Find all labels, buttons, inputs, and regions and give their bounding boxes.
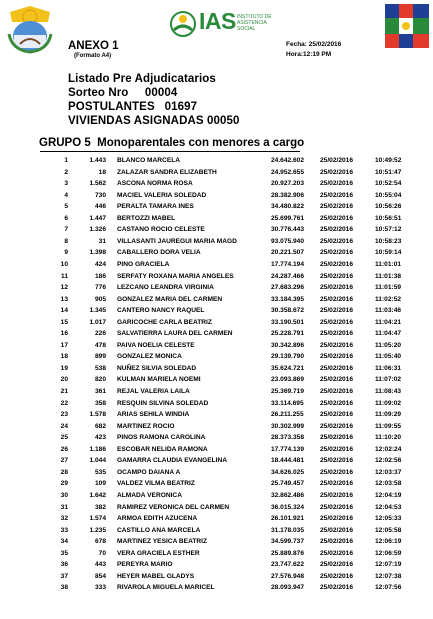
dni-cell: 30.358.672: [271, 307, 305, 315]
name-cell: SALVATIERRA LAURA DEL CARMEN: [117, 330, 233, 338]
dni-cell: 18.444.481: [271, 457, 305, 465]
time-cell: 10:59:14: [375, 249, 402, 257]
sorteo-number-cell: 1.447: [89, 214, 106, 222]
sorteo-number-cell: 1.578: [89, 411, 106, 419]
sorteo-number-cell: 854: [94, 572, 106, 580]
row-index: 37: [60, 572, 68, 580]
dni-cell: 26.101.921: [271, 515, 305, 523]
dni-cell: 27.576.948: [271, 572, 305, 580]
name-cell: GONZALEZ MARIA DEL CARMEN: [117, 295, 223, 303]
name-cell: RAMIREZ VERONICA DEL CARMEN: [117, 503, 230, 511]
date-cell: 25/02/2016: [320, 445, 354, 453]
table-row: [0, 571, 433, 582]
time-cell: 11:06:31: [375, 364, 402, 372]
row-index: 14: [60, 307, 68, 315]
name-cell: RIVAROLA MIGUELA MARICEL: [117, 584, 215, 592]
row-index: 27: [60, 457, 68, 465]
time-cell: 11:03:46: [375, 307, 402, 315]
date-cell: 25/02/2016: [320, 399, 354, 407]
time-cell: 12:05:58: [375, 526, 402, 534]
row-index: 21: [60, 388, 68, 395]
dni-cell: 31.178.035: [271, 526, 305, 534]
table-row: [0, 317, 433, 328]
dni-cell: 23.093.869: [271, 376, 305, 384]
table-row: [0, 363, 433, 374]
dni-cell: 33.184.395: [271, 295, 305, 303]
dni-cell: 24.952.655: [271, 168, 305, 176]
sorteo-number-cell: 905: [94, 295, 106, 303]
time-label: Hora:12:19 PM: [286, 51, 332, 58]
table-row: [0, 201, 433, 212]
time-cell: 12:02:24: [375, 445, 402, 453]
sorteo-number-cell: 446: [94, 203, 106, 211]
date-cell: 25/02/2016: [320, 422, 354, 430]
sorteo-number-cell: 333: [94, 584, 106, 592]
anexo-title: ANEXO 1: [68, 40, 119, 52]
name-cell: RESQUIN SILVINA SOLEDAD: [117, 399, 209, 407]
dni-cell: 25.749.457: [271, 480, 305, 488]
table-row: [0, 271, 433, 282]
time-cell: 11:09:55: [375, 422, 402, 430]
row-index: 20: [60, 376, 68, 384]
time-cell: 10:51:47: [375, 168, 402, 176]
table-row: [0, 398, 433, 409]
date-cell: 25/02/2016: [320, 376, 354, 384]
dni-cell: 27.683.296: [271, 284, 305, 292]
time-cell: 10:56:26: [375, 203, 402, 211]
name-cell: GONZALEZ MONICA: [117, 353, 182, 361]
name-cell: CASTILLO ANA MARCELA: [117, 526, 201, 534]
dni-cell: 24.287.466: [271, 272, 305, 280]
dni-cell: 93.075.940: [271, 237, 305, 245]
sorteo-number-cell: 1.562: [89, 180, 106, 188]
date-cell: 25/02/2016: [320, 330, 354, 338]
date-cell: 25/02/2016: [320, 353, 354, 361]
time-cell: 11:04:21: [375, 318, 402, 326]
table-row: [0, 409, 433, 420]
name-cell: ALMADA VERONICA: [117, 491, 182, 499]
row-index: 11: [61, 272, 68, 280]
date-cell: 25/02/2016: [320, 457, 354, 465]
date-cell: 25/02/2016: [320, 491, 354, 499]
date-cell: 25/02/2016: [320, 237, 354, 245]
dni-cell: 36.015.324: [271, 503, 305, 511]
row-index: 26: [60, 445, 68, 453]
name-cell: BERTOZZI MABEL: [117, 214, 176, 222]
table-row: [0, 455, 433, 466]
time-cell: 12:04:53: [375, 503, 402, 511]
row-index: 23: [60, 411, 68, 419]
time-cell: 11:09:02: [375, 399, 402, 407]
name-cell: PINO GRACIELA: [117, 260, 170, 268]
sorteo-number-cell: 424: [94, 260, 106, 268]
row-index: 29: [60, 480, 68, 488]
dni-cell: 20.221.507: [271, 249, 305, 257]
group-heading-underline: [40, 151, 300, 152]
time-cell: 10:58:23: [375, 237, 402, 245]
table-row: [0, 548, 433, 559]
time-cell: 12:07:19: [375, 561, 402, 569]
date-cell: 25/02/2016: [320, 561, 354, 569]
name-cell: PINOS RAMONA CAROLINA: [117, 434, 206, 442]
sorteo-number-cell: 423: [94, 434, 106, 442]
time-cell: 10:49:52: [375, 157, 402, 164]
time-cell: 12:06:59: [375, 549, 402, 557]
date-cell: 25/02/2016: [320, 411, 354, 419]
row-index: 25: [60, 434, 68, 442]
table-row: [0, 490, 433, 501]
name-cell: CASTANO ROCIO CELESTE: [117, 226, 205, 234]
dni-cell: 34.480.822: [271, 203, 305, 211]
sorteo-number-cell: 682: [94, 422, 106, 430]
date-cell: 25/02/2016: [320, 515, 354, 523]
dni-cell: 23.747.622: [271, 561, 305, 569]
time-cell: 12:04:19: [375, 491, 402, 499]
table-row: [0, 305, 433, 316]
dni-cell: 25.228.791: [271, 330, 305, 338]
name-cell: HEYER MABEL GLADYS: [117, 572, 195, 580]
province-shield-logo: [6, 4, 54, 54]
name-cell: ZALAZAR SANDRA ELIZABETH: [117, 168, 217, 176]
row-index: 17: [60, 341, 68, 349]
sorteo-number-cell: 109: [94, 480, 106, 488]
time-cell: 11:02:52: [375, 295, 402, 303]
sorteo-number-cell: 186: [94, 272, 106, 280]
table-row: [0, 559, 433, 570]
sorteo-number-cell: 535: [94, 468, 106, 476]
table-row: [0, 282, 433, 293]
name-cell: CANTERO NANCY RAQUEL: [117, 307, 205, 315]
sorteo-number-cell: 678: [94, 538, 106, 546]
sorteo-number-cell: 358: [94, 399, 106, 407]
date-time-block: [286, 40, 341, 60]
date-cell: 25/02/2016: [320, 191, 354, 199]
time-cell: 11:07:02: [375, 376, 402, 384]
time-cell: 10:52:54: [375, 180, 402, 188]
name-cell: MACIEL VALERIA SOLEDAD: [117, 191, 207, 199]
name-cell: GAMARRA CLAUDIA EVANGELINA: [117, 457, 228, 465]
group-heading: GRUPO 5 Monoparentales con menores a cargo: [39, 137, 305, 149]
date-cell: 25/02/2016: [320, 341, 354, 349]
time-cell: 11:01:38: [375, 272, 402, 280]
table-row: [0, 351, 433, 362]
name-cell: VERA GRACIELA ESTHER: [117, 549, 200, 557]
row-index: 5: [64, 203, 68, 211]
row-index: 3: [64, 180, 68, 188]
sorteo-number-cell: 820: [94, 376, 106, 384]
sorteo-number-cell: 776: [94, 284, 106, 292]
sorteo-number-cell: 1.186: [89, 445, 106, 453]
date-cell: 25/02/2016: [320, 572, 354, 580]
time-cell: 10:56:51: [375, 214, 402, 222]
row-index: 15: [60, 318, 68, 326]
row-index: 36: [60, 561, 68, 569]
name-cell: ESCOBAR NELIDA RAMONA: [117, 445, 208, 453]
sorteo-number-cell: 1.326: [89, 226, 106, 234]
dni-cell: 33.190.501: [271, 318, 305, 326]
time-cell: 12:07:38: [375, 572, 402, 580]
dni-cell: 34.599.737: [271, 538, 305, 546]
date-cell: 25/02/2016: [320, 318, 354, 326]
row-index: 4: [64, 191, 68, 199]
dni-cell: 20.927.203: [271, 180, 305, 188]
dni-cell: 30.342.896: [271, 341, 305, 349]
dni-cell: 28.093.947: [271, 584, 305, 592]
date-cell: 25/02/2016: [320, 203, 354, 211]
date-cell: 25/02/2016: [320, 538, 354, 546]
table-row: [0, 328, 433, 339]
row-index: 31: [60, 503, 68, 511]
table-row: [0, 247, 433, 258]
table-row: [0, 167, 433, 178]
date-cell: 25/02/2016: [320, 584, 354, 592]
dni-cell: 34.626.025: [271, 468, 305, 476]
dni-cell: 28.382.906: [271, 191, 305, 199]
table-row: [0, 386, 433, 397]
date-cell: 25/02/2016: [320, 284, 354, 292]
row-index: 33: [60, 526, 68, 534]
sorteo-number-cell: 70: [98, 549, 106, 557]
name-cell: ASCONA NORMA ROSA: [117, 180, 193, 188]
table-row: [0, 432, 433, 443]
sorteo-number-cell: 899: [94, 353, 106, 361]
sorteo-number-cell: 382: [94, 503, 106, 511]
row-index: 38: [60, 584, 68, 592]
table-row: [0, 467, 433, 478]
table-row: [0, 190, 433, 201]
row-index: 9: [64, 249, 68, 257]
sorteo-number-cell: 361: [94, 388, 106, 395]
sorteo-number-cell: 1.443: [89, 157, 106, 164]
table-row: [0, 259, 433, 270]
name-cell: KULMAN MARIELA NOEMI: [117, 376, 201, 384]
flag-logo: [385, 4, 429, 48]
ias-logo-text: IAS: [199, 8, 236, 34]
sorteo-number-cell: 730: [94, 191, 106, 199]
date-cell: 25/02/2016: [320, 434, 354, 442]
dni-cell: 33.114.695: [271, 399, 304, 407]
table-row: [0, 224, 433, 235]
date-cell: 25/02/2016: [320, 480, 354, 488]
postulantes-count: POSTULANTES 01697: [68, 101, 198, 113]
date-cell: 25/02/2016: [320, 468, 354, 476]
date-cell: 25/02/2016: [320, 364, 354, 372]
date-cell: 25/02/2016: [320, 307, 354, 315]
row-index: 34: [60, 538, 68, 546]
row-index: 2: [64, 168, 68, 176]
name-cell: VALDEZ VILMA BEATRIZ: [117, 480, 195, 488]
table-row: [0, 421, 433, 432]
name-cell: CABALLERO DORA VELIA: [117, 249, 201, 257]
name-cell: LEZCANO LEANDRA VIRGINIA: [117, 284, 214, 292]
time-cell: 12:07:56: [375, 584, 402, 592]
dni-cell: 17.774.139: [271, 445, 305, 453]
date-cell: 25/02/2016: [320, 272, 354, 280]
table-row: [0, 213, 433, 224]
time-cell: 12:03:58: [375, 480, 402, 488]
table-row: [0, 582, 433, 593]
name-cell: ARMOA EDITH AZUCENA: [117, 515, 198, 523]
date-cell: 25/02/2016: [320, 168, 354, 176]
dni-cell: 30.776.443: [271, 226, 305, 234]
row-index: 13: [60, 295, 68, 303]
name-cell: MARTINEZ ROCIO: [117, 422, 175, 430]
name-cell: BLANCO MARCELA: [117, 157, 181, 164]
time-cell: 11:09:29: [375, 411, 402, 419]
time-cell: 11:10:20: [375, 434, 402, 442]
time-cell: 12:05:33: [375, 515, 402, 523]
name-cell: OCAMPO DAIANA A: [117, 468, 181, 476]
sorteo-number-cell: 1.574: [89, 515, 106, 523]
name-cell: REJAL VALERIA LAILA: [117, 388, 190, 395]
date-label: Fecha: 25/02/2016: [286, 41, 342, 48]
date-cell: 25/02/2016: [320, 526, 354, 534]
dni-cell: 32.862.486: [271, 491, 305, 499]
sorteo-number-cell: 443: [94, 561, 106, 569]
sorteo-number-cell: 1.398: [89, 249, 106, 257]
name-cell: SERFATY ROXANA MARIA ANGELES: [117, 272, 234, 280]
ias-logo-subtitle: INSTITUTO DE ASISTENCIA SOCIAL: [237, 14, 272, 32]
row-index: 19: [60, 364, 68, 372]
table-row: [0, 444, 433, 455]
name-cell: NUÑEZ SILVIA SOLEDAD: [117, 364, 197, 372]
dni-cell: 28.373.358: [271, 434, 305, 442]
table-row: [0, 525, 433, 536]
date-cell: 25/02/2016: [320, 226, 354, 234]
sorteo-number-cell: 1.235: [89, 526, 106, 534]
time-cell: 11:04:47: [375, 330, 402, 338]
date-cell: 25/02/2016: [320, 180, 354, 188]
sorteo-number: Sorteo Nro 00004: [68, 87, 178, 99]
row-index: 8: [64, 237, 68, 245]
table-row: [0, 374, 433, 385]
table-row: [0, 294, 433, 305]
name-cell: ARIAS SEHILA WINDIA: [117, 411, 190, 419]
row-index: 32: [60, 515, 68, 523]
name-cell: GARICOCHE CARLA BEATRIZ: [117, 318, 212, 326]
viviendas-count: VIVIENDAS ASIGNADAS 00050: [68, 115, 240, 127]
dni-cell: 25.369.719: [271, 388, 305, 395]
dni-cell: 29.139.790: [271, 353, 305, 361]
table-row: [0, 236, 433, 247]
table-row: [0, 178, 433, 189]
time-cell: 12:03:37: [375, 468, 402, 476]
time-cell: 10:55:04: [375, 191, 402, 199]
listado-title: Listado Pre Adjudicatarios: [68, 73, 216, 85]
name-cell: MARTINEZ YESICA BEATRIZ: [117, 538, 207, 546]
sorteo-number-cell: 1.017: [89, 318, 106, 326]
row-index: 6: [64, 214, 68, 222]
time-cell: 12:06:19: [375, 538, 402, 546]
table-row: [0, 340, 433, 351]
date-cell: 25/02/2016: [320, 249, 354, 257]
row-index: 28: [60, 468, 68, 476]
dni-cell: 26.211.255: [271, 411, 304, 419]
name-cell: PAIVA NOELIA CELESTE: [117, 341, 195, 349]
sorteo-number-cell: 1.044: [89, 457, 106, 465]
sorteo-number-cell: 226: [94, 330, 106, 338]
sorteo-number-cell: 478: [94, 341, 106, 349]
sorteo-number-cell: 1.642: [89, 491, 106, 499]
time-cell: 11:05:40: [375, 353, 402, 361]
time-cell: 11:08:43: [375, 388, 402, 395]
ias-emblem-icon: [168, 10, 198, 38]
dni-cell: 17.774.194: [271, 260, 305, 268]
name-cell: VILLASANTI JAUREGUI MARIA MAGD: [117, 237, 237, 245]
table-row: [0, 155, 433, 166]
sorteo-number-cell: 538: [94, 364, 106, 372]
row-index: 22: [60, 399, 68, 407]
date-cell: 25/02/2016: [320, 388, 354, 395]
row-index: 30: [60, 491, 68, 499]
dni-cell: 35.624.721: [271, 364, 305, 372]
sorteo-number-cell: 1.345: [89, 307, 106, 315]
name-cell: PERALTA TAMARA INES: [117, 203, 194, 211]
time-cell: 11:01:01: [375, 260, 402, 268]
time-cell: 12:02:56: [375, 457, 402, 465]
row-index: 1: [64, 157, 68, 164]
dni-cell: 24.642.602: [271, 157, 305, 164]
row-index: 24: [60, 422, 68, 430]
row-index: 7: [64, 226, 68, 234]
time-cell: 11:05:20: [375, 341, 402, 349]
sorteo-number-cell: 31: [98, 237, 106, 245]
date-cell: 25/02/2016: [320, 157, 354, 164]
formato-label: (Formato A4): [74, 53, 112, 59]
name-cell: PEREYRA MARIO: [117, 561, 173, 569]
date-cell: 25/02/2016: [320, 503, 354, 511]
dni-cell: 25.889.876: [271, 549, 305, 557]
date-cell: 25/02/2016: [320, 260, 354, 268]
date-cell: 25/02/2016: [320, 214, 354, 222]
table-row: [0, 536, 433, 547]
row-index: 18: [60, 353, 68, 361]
row-index: 35: [60, 549, 68, 557]
date-cell: 25/02/2016: [320, 549, 354, 557]
row-index: 10: [60, 260, 68, 268]
row-index: 12: [60, 284, 68, 292]
dni-cell: 25.699.761: [271, 214, 305, 222]
table-row: [0, 478, 433, 489]
table-row: [0, 513, 433, 524]
dni-cell: 30.302.999: [271, 422, 305, 430]
time-cell: 11:01:59: [375, 284, 402, 292]
table-row: [0, 502, 433, 513]
sorteo-number-cell: 18: [98, 168, 106, 176]
row-index: 16: [60, 330, 68, 338]
date-cell: 25/02/2016: [320, 295, 354, 303]
time-cell: 10:57:12: [375, 226, 402, 234]
